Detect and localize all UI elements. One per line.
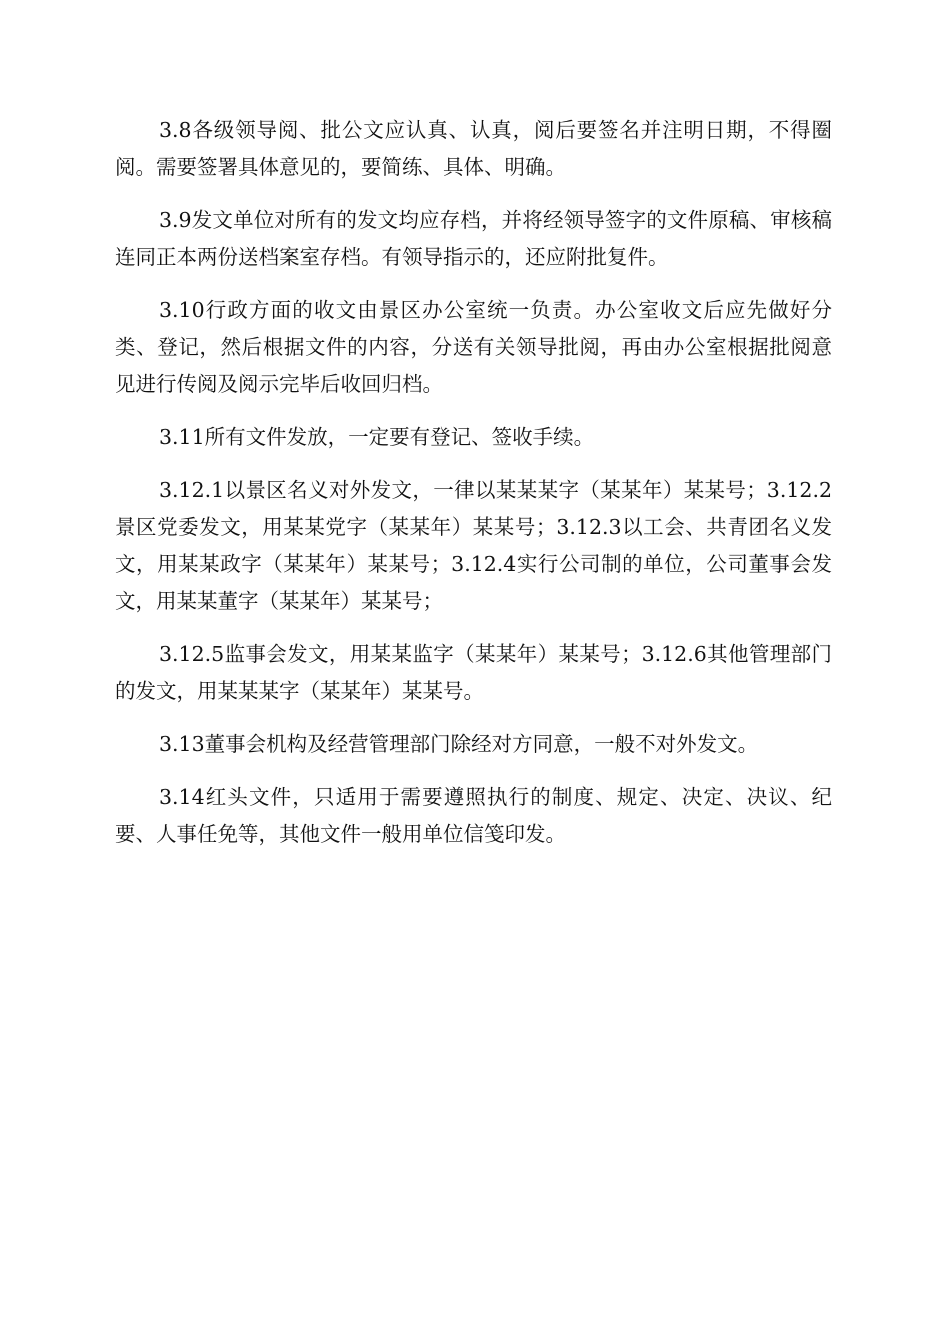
paragraph-3-10: 3.10行政方面的收文由景区办公室统一负责。办公室收文后应先做好分类、登记，然后根据文件的内容，分送有关领导批阅，再由办公室根据批阅意见进行传阅及阅示完毕后收回归档。 — [115, 298, 832, 396]
paragraph-3-12-1: 3.12.1以景区名义对外发文，一律以某某某字（某某年）某某号；3.12.2景区党委发文，用某某党字（某某年）某某号；3.12.3以工会、共青团名义发文，用某某政字（某某年）某某号；3.12.4实行公司制的单位，公司董事会发文，用某某董字（某某年）某某号； — [115, 478, 832, 613]
paragraph-3-9: 3.9发文单位对所有的发文均应存档，并将经领导签字的文件原稿、审核稿连同正本两份送档案室存档。有领导指示的，还应附批复件。 — [115, 208, 832, 269]
paragraph-3-12-5: 3.12.5监事会发文，用某某监字（某某年）某某号；3.12.6其他管理部门的发文，用某某某字（某某年）某某号。 — [115, 642, 832, 703]
paragraph-3-14: 3.14红头文件，只适用于需要遵照执行的制度、规定、决定、决议、纪要、人事任免等，其他文件一般用单位信笺印发。 — [115, 785, 832, 846]
paragraph-3-11: 3.11所有文件发放，一定要有登记、签收手续。 — [159, 425, 595, 449]
paragraph-3-8: 3.8各级领导阅、批公文应认真、认真，阅后要签名并注明日期，不得圈阅。需要签署具体意见的，要简练、具体、明确。 — [115, 118, 832, 179]
paragraph-3-13: 3.13董事会机构及经营管理部门除经对方同意，一般不对外发文。 — [159, 732, 759, 756]
